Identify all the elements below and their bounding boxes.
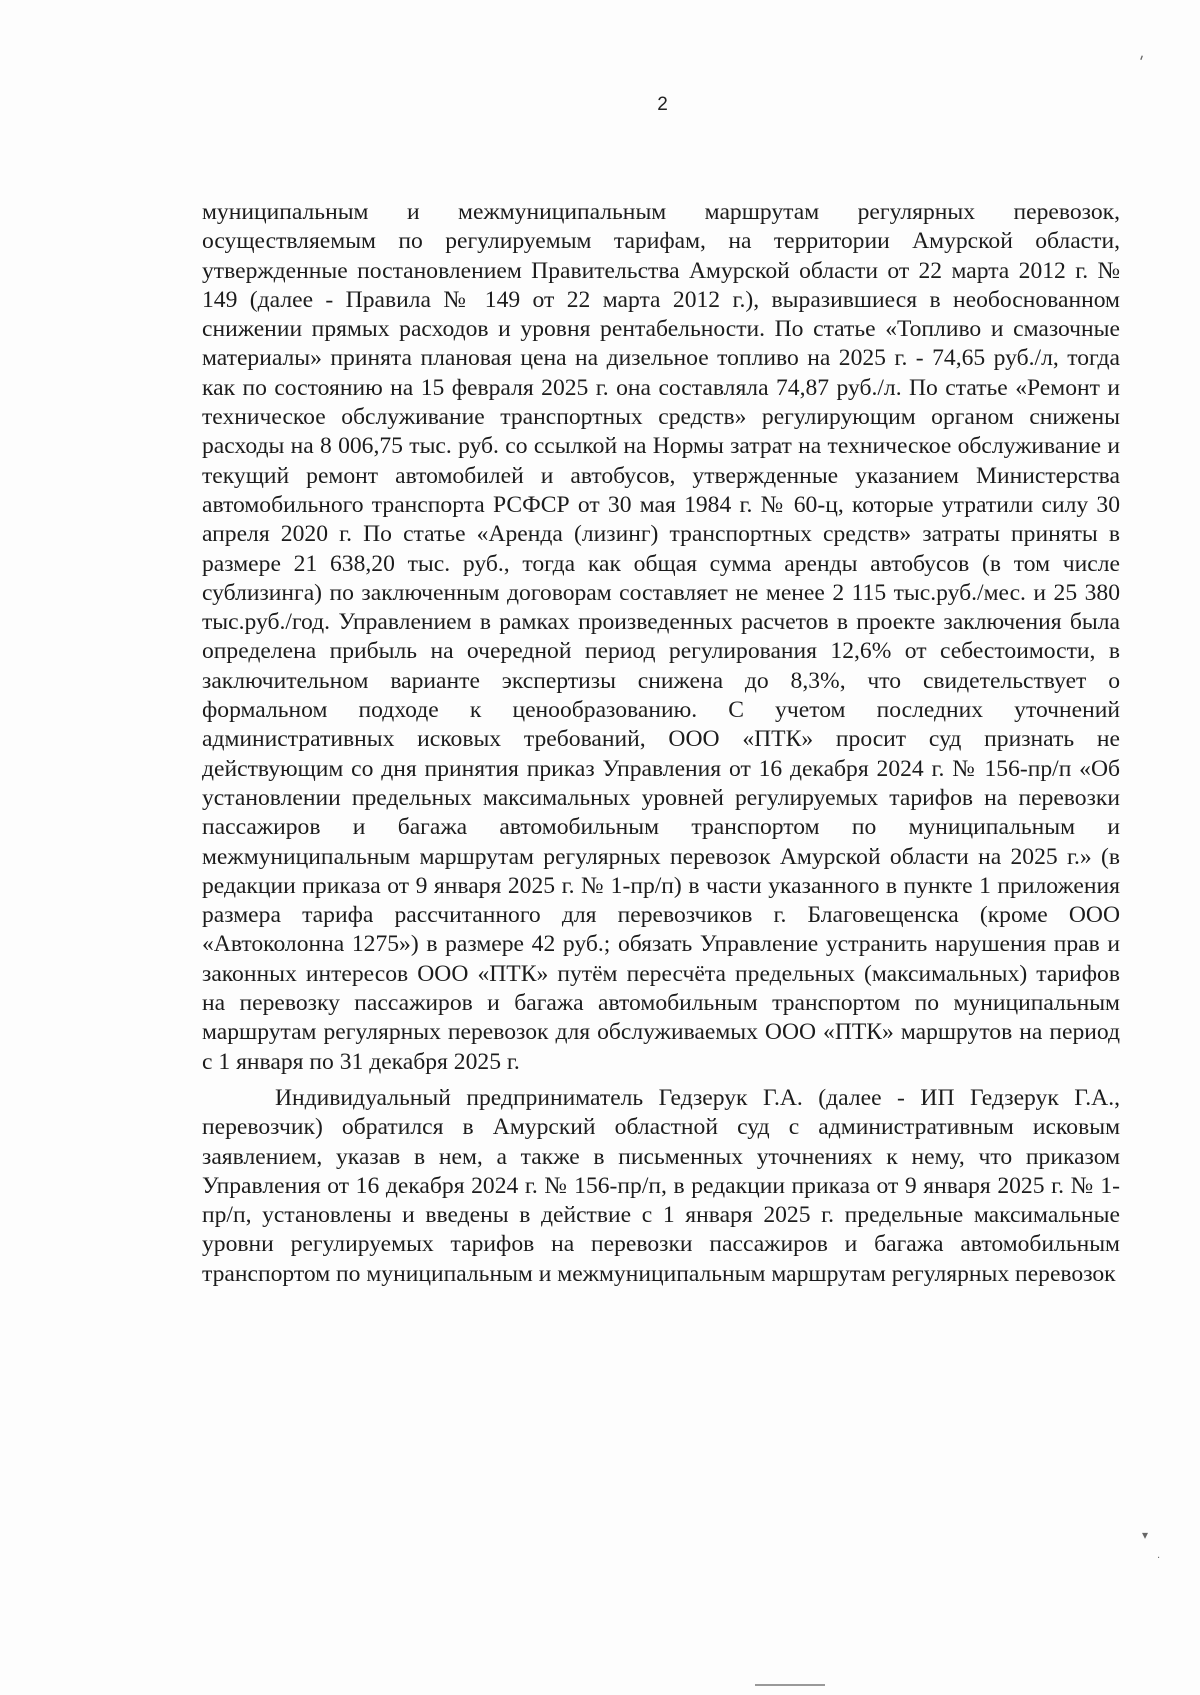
page-number: 2: [657, 94, 668, 115]
document-body: [202, 198, 1120, 1289]
paragraph-continuation: муниципальным и межмуниципальным маршрутам регулярных перевозок, осуществляемым по регулируемым тарифам, на территории Амурской области, утвержденные постановлением Правительства Амурской области от 22 марта 2012 г. № 149 (далее - Правила № 149 от 22 марта 2012 г.), выразившиеся в необоснованном снижении прямых расходов и уровня рентабельности. По статье «Топливо и смазочные материалы» принята плановая цена на дизельное топливо на 2025 г. - 74,65 руб./л, тогда как по состоянию на 15 февраля 2025 г. она составляла 74,87 руб./л. По статье «Ремонт и техническое обслуживание транспортных средств» регулирующим органом снижены расходы на 8 006,75 тыс. руб. со ссылкой на Нормы затрат на техническое обслуживание и текущий ремонт автомобилей и автобусов, утвержденные указанием Министерства автомобильного транспорта РСФСР от 30 мая 1984 г. № 60-ц, которые утратили силу 30 апреля 2020 г. По статье «Аренда (лизинг) транспортных средств» затраты приняты в размере 21 638,20 тыс. руб., тогда как общая сумма аренды автобусов (в том числе сублизинга) по заключенным договорам составляет не менее 2 115 тыс.руб./мес. и 25 380 тыс.руб./год. Управлением в рамках произведенных расчетов в проекте заключения была определена прибыль на очередной период регулирования 12,6% от себестоимости, в заключительном варианте экспертизы снижена до 8,3%, что свидетельствует о формальном подходе к ценообразованию. С учетом последних уточнений административных исковых требований, ООО «ПТК» просит суд признать не действующим со дня принятия приказ Управления от 16 декабря 2024 г. № 156-пр/п «Об установлении предельных максимальных уровней регулируемых тарифов на перевозки пассажиров и багажа автомобильным транспортом по муниципальным и межмуниципальным маршрутам регулярных перевозок Амурской области на 2025 г.» (в редакции приказа от 9 января 2025 г. № 1-пр/п) в части указанного в пункте 1 приложения размера тарифа рассчитанного для перевозчиков г. Благовещенска (кроме ООО «Автоколонна 1275») в размере 42 руб.; обязать Управление устранить нарушения прав и законных интересов ООО «ПТК» путём пересчёта предельных (максимальных) тарифов на перевозку пассажиров и багажа автомобильным транспортом по муниципальным маршрутам регулярных перевозок для обслуживаемых ООО «ПТК» маршрутов на период с 1 января по 31 декабря 2025 г.: [202, 199, 1120, 1075]
paragraph-gedzeruk-claim: Индивидуальный предприниматель Гедзерук Г.А. (далее - ИП Гедзерук Г.А., перевозчик) обратился в Амурский областной суд с административным исковым заявлением, указав в нем, а также в письменных уточнениях к нему, что приказом Управления от 16 декабря 2024 г. № 156-пр/п, в редакции приказа от 9 января 2025 г. № 1-пр/п, установлены и введены в действие с 1 января 2025 г. предельные максимальные уровни регулируемых тарифов на перевозки пассажиров и багажа автомобильным транспортом по муниципальным и межмуниципальным маршрутам регулярных перевозок: [202, 1084, 1120, 1287]
scan-speck-mark: ·: [1157, 1553, 1161, 1564]
scan-edge-mark: [755, 1684, 825, 1686]
scan-speck-mark: ▾: [1142, 1528, 1149, 1542]
scan-speck-mark: ': [1134, 51, 1146, 72]
